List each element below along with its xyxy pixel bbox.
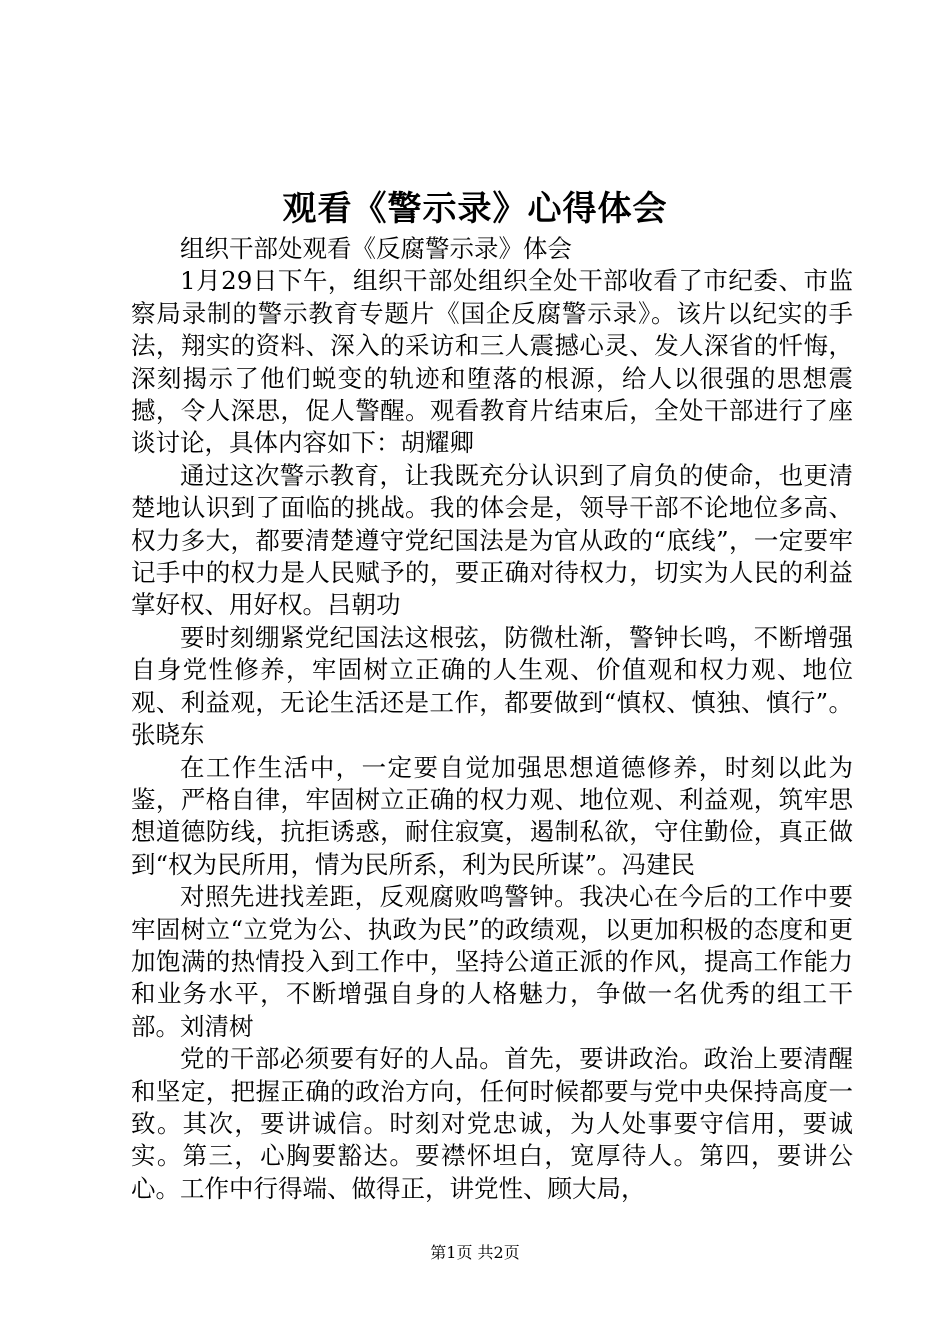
- paragraph: 对照先进找差距，反观腐败鸣警钟。我决心在今后的工作中要牢固树立“立党为公、执政为民”的政绩观，以更加积极的态度和更加饱满的热情投入到工作中，坚持公道正派的作风，提高工作能力和业务水平，不断增强自身的人格魅力，争做一名优秀的组工干部。刘清树: [131, 882, 853, 1041]
- paragraph-subtitle: 组织干部处观看《反腐警示录》体会: [180, 234, 572, 263]
- document-title: 观看《警示录》心得体会: [282, 189, 668, 229]
- page-number-footer: 第1页 共2页: [430, 1243, 520, 1262]
- paragraph: 1月29日下午，组织干部处组织全处干部收看了市纪委、市监察局录制的警示教育专题片《国企反腐警示录》。该片以纪实的手法，翔实的资料、深入的采访和三人震撼心灵、发人深省的忏悔，深刻揭示了他们蜕变的轨迹和堕落的根源，给人以很强的思想震撼，令人深思，促人警醒。观看教育片结束后，全处干部进行了座谈讨论，具体内容如下：胡耀卿: [131, 266, 853, 458]
- document-body: [131, 233, 853, 1205]
- paragraph: 通过这次警示教育，让我既充分认识到了肩负的使命，也更清楚地认识到了面临的挑战。我的体会是，领导干部不论地位多高、权力多大，都要清楚遵守党纪国法是为官从政的“底线”，一定要牢记手中的权力是人民赋予的，要正确对待权力，切实为人民的利益掌好权、用好权。吕朝功: [131, 460, 853, 620]
- paragraph: 在工作生活中，一定要自觉加强思想道德修养，时刻以此为鉴，严格自律，牢固树立正确的权力观、地位观、利益观，筑牢思想道德防线，抗拒诱惑，耐住寂寞，遏制私欲，守住勤俭，真正做到“权为民所用，情为民所系，利为民所谋”。冯建民: [131, 752, 853, 879]
- paragraph: 党的干部必须要有好的人品。首先，要讲政治。政治上要清醒和坚定，把握正确的政治方向，任何时候都要与党中央保持高度一致。其次，要讲诚信。时刻对党忠诚，为人处事要守信用，要诚实。第三，心胸要豁达。要襟怀坦白，宽厚待人。第四，要讲公心。工作中行得端、做得正，讲党性、顾大局，: [131, 1044, 853, 1203]
- paragraph: 要时刻绷紧党纪国法这根弦，防微杜渐，警钟长鸣，不断增强自身党性修养，牢固树立正确的人生观、价值观和权力观、地位观、利益观，无论生活还是工作，都要做到“慎权、慎独、慎行”。张晓东: [131, 622, 853, 750]
